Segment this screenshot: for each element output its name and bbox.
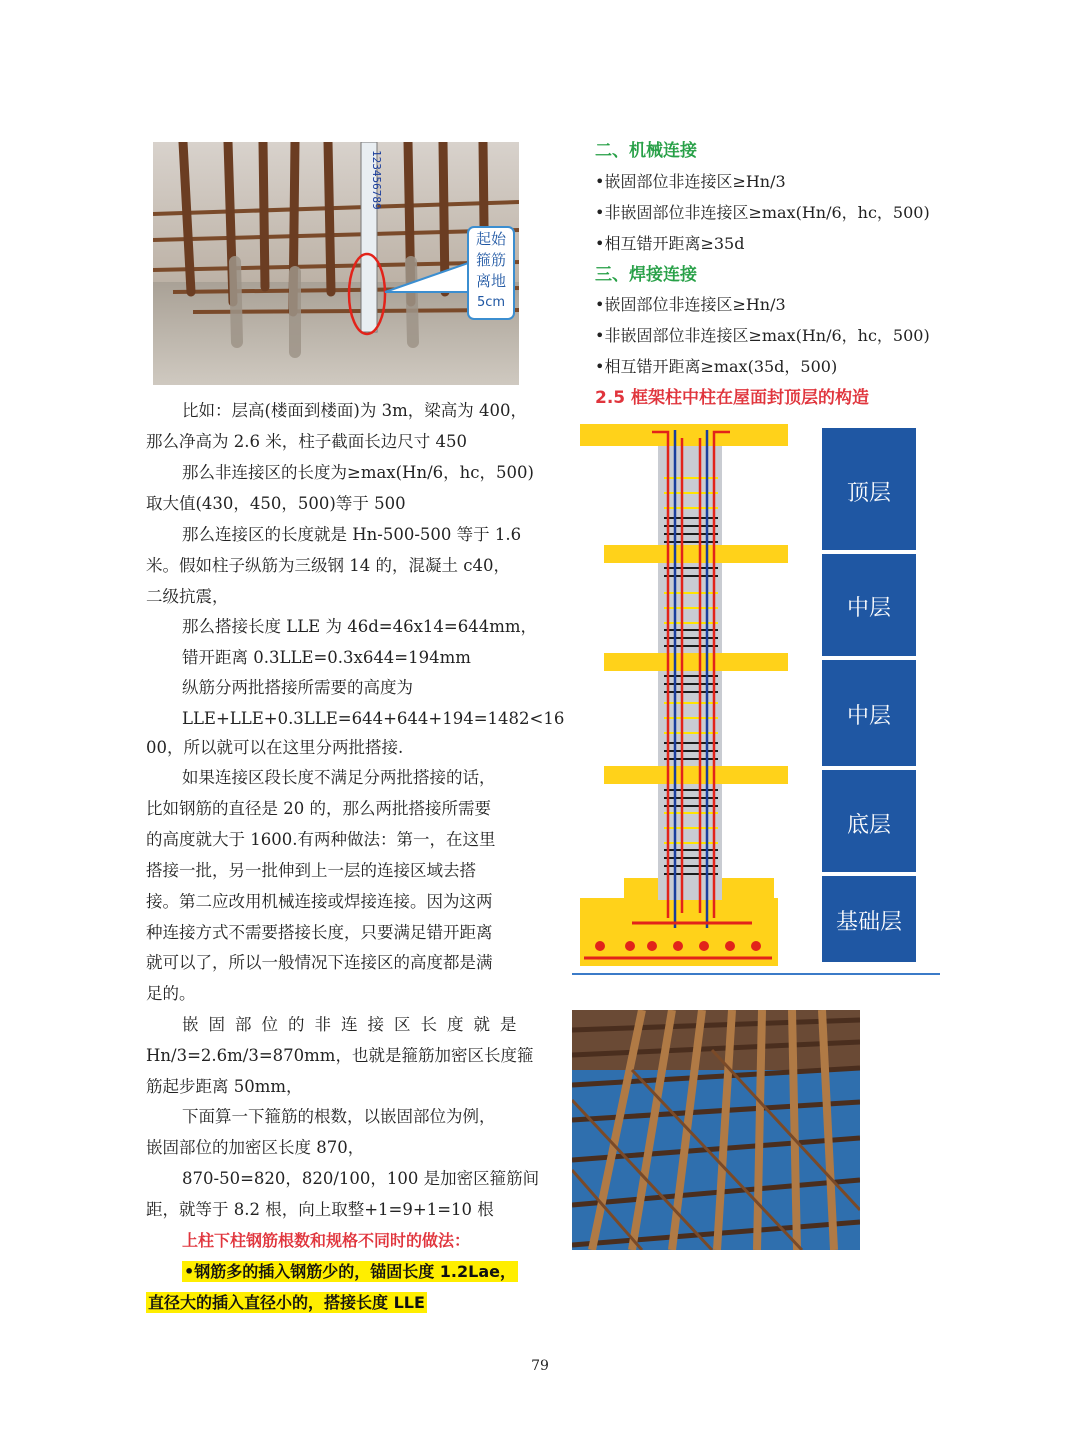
body-line: 二级抗震， <box>146 587 229 606</box>
floor-label-mid: 中层 <box>846 704 891 729</box>
bullet-item: •嵌固部位非连接区≥Hn/3 <box>595 295 786 314</box>
heading-welding: 三、焊接连接 <box>595 265 697 285</box>
bullet-item: •相互错开距离≥max(35d，500) <box>595 357 838 376</box>
red-heading: 上柱下柱钢筋根数和规格不同时的做法： <box>182 1231 471 1250</box>
bullet-item: •非嵌固部位非连接区≥max(Hn/6，hc，500) <box>595 203 930 222</box>
callout-line: 箍筋 <box>475 251 506 269</box>
floor-label-bottom: 底层 <box>846 813 891 838</box>
floor-label-top: 顶层 <box>846 481 891 506</box>
body-line: 接。第二应改用机械连接或焊接连接。因为这两 <box>146 892 493 911</box>
heading-mechanical: 二、机械连接 <box>595 141 697 161</box>
roof-beam <box>580 424 788 446</box>
bullet-item: •非嵌固部位非连接区≥max(Hn/6，hc，500) <box>595 326 930 345</box>
body-line: 00，所以就可以在这里分两批搭接. <box>146 738 404 757</box>
body-line: 米。假如柱子纵筋为三级钢 14 的，混凝土 c40， <box>146 556 510 575</box>
floor-beam <box>604 545 788 563</box>
column-diagram <box>572 418 940 978</box>
body-line: 那么非连接区的长度为≥max(Hn/6，hc，500) <box>182 463 534 482</box>
callout-line: 5cm <box>476 295 506 310</box>
body-line: 嵌固部位的非连接区长度就是 <box>182 1015 527 1034</box>
body-line: 筋起步距离 50mm， <box>146 1077 303 1096</box>
bullet-item: •相互错开距离≥35d <box>595 234 745 253</box>
body-line: 比如：层高(楼面到楼面)为 3m，梁高为 400， <box>182 401 528 420</box>
body-line: 纵筋分两批搭接所需要的高度为 <box>182 678 413 697</box>
body-line: 870-50=820，820/100，100 是加密区箍筋间 <box>182 1169 540 1188</box>
highlight-line: •钢筋多的插入钢筋少的，锚固长度 1.2Lae， <box>184 1262 516 1281</box>
body-line: 如果连接区段长度不满足分两批搭接的话， <box>182 768 496 787</box>
body-line: 那么净高为 2.6 米，柱子截面长边尺寸 450 <box>146 432 467 451</box>
bullet-item: •嵌固部位非连接区≥Hn/3 <box>595 172 786 191</box>
body-line: 错开距离 0.3LLE=0.3x644=194mm <box>182 648 471 667</box>
body-line: 那么连接区的长度就是 Hn-500-500 等于 1.6 <box>182 525 522 544</box>
body-line: 种连接方式不需要搭接长度，只要满足错开距离 <box>146 923 493 942</box>
body-line: LLE+LLE+0.3LLE=644+644+194=1482<16 <box>182 709 565 728</box>
photo-rebar-cage <box>572 1010 860 1250</box>
body-line: 距，就等于 8.2 根，向上取整+1=9+1=10 根 <box>146 1200 494 1219</box>
foundation-slab <box>580 898 778 966</box>
photo-rebar-ruler <box>153 142 519 385</box>
body-line: Hn/3=2.6m/3=870mm，也就是箍筋加密区长度箍 <box>146 1046 534 1065</box>
floor-beam <box>604 653 788 671</box>
floor-label-mid: 中层 <box>846 596 891 621</box>
floor-beam <box>604 766 788 784</box>
callout-line: 起始 <box>475 230 506 248</box>
page-number: 79 <box>531 1358 549 1374</box>
floor-label-foundation: 基础层 <box>835 910 902 935</box>
section-title: 2.5 框架柱中柱在屋面封顶层的构造 <box>595 388 870 408</box>
body-line: 搭接一批，另一批伸到上一层的连接区域去搭 <box>146 861 476 880</box>
body-line: 的高度就大于 1600.有两种做法：第一，在这里 <box>146 830 496 849</box>
body-line: 下面算一下箍筋的根数，以嵌固部位为例， <box>182 1107 496 1126</box>
body-line: 嵌固部位的加密区长度 870， <box>146 1138 365 1157</box>
highlight-line: 直径大的插入直径小的，搭接长度 LLE <box>148 1293 425 1312</box>
callout-line: 离地 <box>475 272 506 290</box>
body-line: 取大值(430，450，500)等于 500 <box>146 494 406 513</box>
body-line: 就可以了，所以一般情况下连接区的高度都是满 <box>146 953 493 972</box>
ruler-numbers: 123456789 <box>370 150 383 210</box>
body-line: 足的。 <box>146 984 196 1003</box>
body-line: 那么搭接长度 LLE 为 46d=46x14=644mm， <box>182 617 537 636</box>
callout-label <box>468 229 514 313</box>
body-line: 比如钢筋的直径是 20 的，那么两批搭接所需要 <box>146 799 491 818</box>
